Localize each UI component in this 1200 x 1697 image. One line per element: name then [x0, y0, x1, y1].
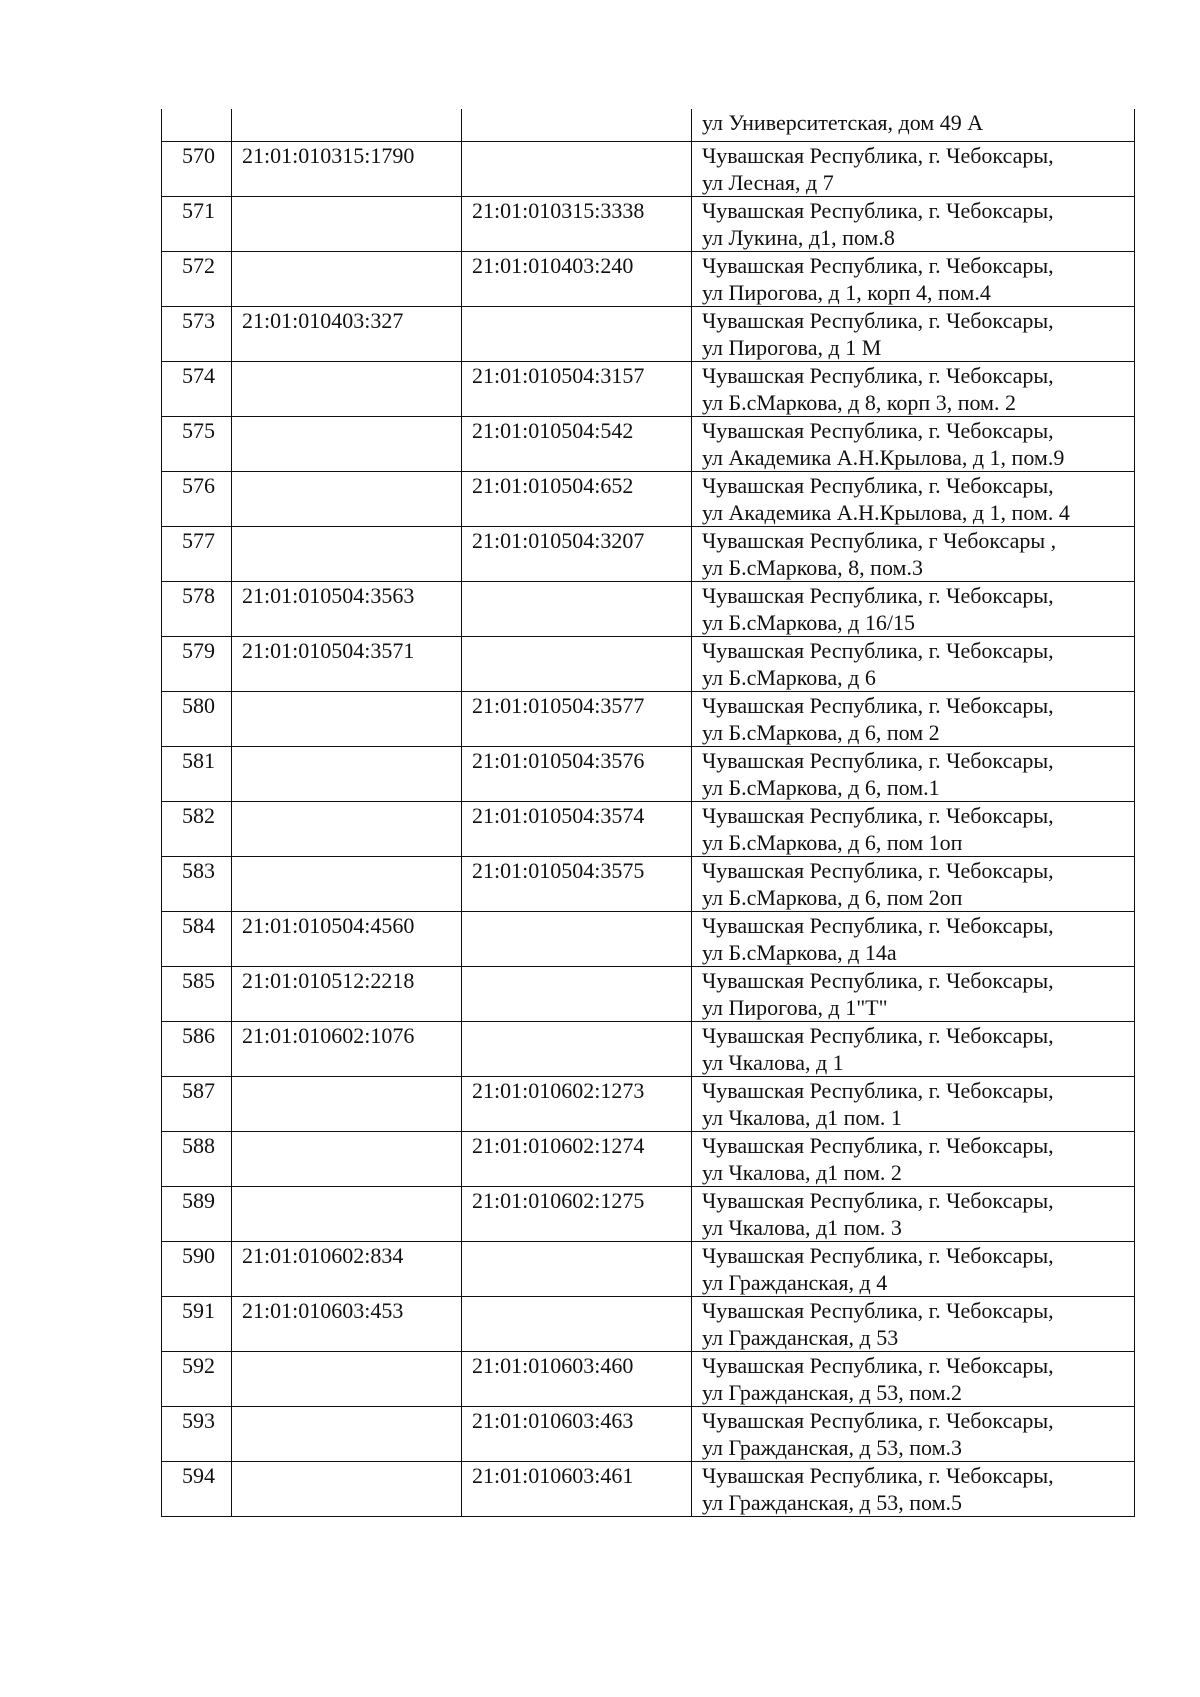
address-line: ул Пирогова, д 1 М	[702, 335, 882, 360]
table-row	[162, 1022, 1135, 1077]
address-line: ул Чкалова, д1 пом. 2	[702, 1160, 902, 1185]
cadastral-land-cell	[232, 802, 462, 857]
address-cell	[692, 967, 1135, 1022]
address-line: ул Б.сМаркова, д 6, пом 2оп	[702, 885, 963, 910]
address-cell	[692, 472, 1135, 527]
cadastral-land-cell	[232, 109, 462, 142]
row-number-cell: 576	[162, 472, 232, 527]
address-line: Чувашская Республика, г. Чебоксары,	[702, 858, 1054, 883]
cadastral-room-cell: 21:01:010504:3577	[462, 692, 692, 747]
row-number-cell: 580	[162, 692, 232, 747]
row-number-cell: 572	[162, 252, 232, 307]
address-line: ул Чкалова, д1 пом. 3	[702, 1215, 902, 1240]
table-row	[162, 1077, 1135, 1132]
cadastral-room-cell: 21:01:010602:1275	[462, 1187, 692, 1242]
address-line: ул Б.сМаркова, д 16/15	[702, 610, 915, 635]
address-line: ул Гражданская, д 53	[702, 1325, 899, 1350]
row-number-cell: 574	[162, 362, 232, 417]
address-cell	[692, 692, 1135, 747]
cadastral-room-cell: 21:01:010504:3157	[462, 362, 692, 417]
cadastral-land-cell	[232, 197, 462, 252]
row-number-cell: 578	[162, 582, 232, 637]
table-row	[162, 1132, 1135, 1187]
row-number-cell: 583	[162, 857, 232, 912]
address-cell	[692, 1132, 1135, 1187]
address-line: Чувашская Республика, г. Чебоксары,	[702, 1133, 1054, 1158]
cadastral-land-cell	[232, 362, 462, 417]
table-row	[162, 307, 1135, 362]
cadastral-land-cell	[232, 1352, 462, 1407]
address-line: ул Гражданская, д 53, пом.2	[702, 1380, 963, 1405]
address-line: ул Б.сМаркова, д 6	[702, 665, 876, 690]
table-row	[162, 142, 1135, 197]
address-cell	[692, 1022, 1135, 1077]
cadastral-room-cell	[462, 967, 692, 1022]
address-cell	[692, 197, 1135, 252]
address-line: Чувашская Республика, г. Чебоксары,	[702, 473, 1054, 498]
table-row	[162, 912, 1135, 967]
address-line: Чувашская Республика, г. Чебоксары,	[702, 638, 1054, 663]
cadastral-room-cell	[462, 1297, 692, 1352]
table-row	[162, 747, 1135, 802]
row-number-cell: 577	[162, 527, 232, 582]
address-line: Чувашская Республика, г. Чебоксары,	[702, 1353, 1054, 1378]
table-row	[162, 252, 1135, 307]
table-row	[162, 1187, 1135, 1242]
row-number-cell: 571	[162, 197, 232, 252]
address-line: Чувашская Республика, г. Чебоксары,	[702, 1408, 1054, 1433]
address-line: ул Б.сМаркова, д 8, корп 3, пом. 2	[702, 390, 1016, 415]
address-line: ул Б.сМаркова, 8, пом.3	[702, 555, 923, 580]
cadastral-land-cell	[232, 1187, 462, 1242]
row-number-cell: 593	[162, 1407, 232, 1462]
address-line: ул Чкалова, д1 пом. 1	[702, 1105, 902, 1130]
cadastral-land-cell	[232, 1132, 462, 1187]
table-row	[162, 692, 1135, 747]
address-line: ул Пирогова, д 1, корп 4, пом.4	[702, 280, 991, 305]
cadastral-room-cell	[462, 912, 692, 967]
cadastral-land-cell: 21:01:010403:327	[232, 307, 462, 362]
address-line: ул Б.сМаркова, д 14а	[702, 940, 897, 965]
address-cell	[692, 1242, 1135, 1297]
address-line: Чувашская Республика, г. Чебоксары,	[702, 253, 1054, 278]
address-cell	[692, 527, 1135, 582]
address-line: Чувашская Республика, г. Чебоксары,	[702, 363, 1054, 388]
cadastral-land-cell: 21:01:010603:453	[232, 1297, 462, 1352]
cadastral-room-cell	[462, 142, 692, 197]
address-line: Чувашская Республика, г. Чебоксары,	[702, 748, 1054, 773]
cadastral-land-cell	[232, 692, 462, 747]
address-line: ул Гражданская, д 53, пом.5	[702, 1490, 963, 1515]
cadastral-land-cell	[232, 747, 462, 802]
address-line: Чувашская Республика, г. Чебоксары,	[702, 803, 1054, 828]
address-line: ул Б.сМаркова, д 6, пом 1оп	[702, 830, 963, 855]
address-line: ул Б.сМаркова, д 6, пом 2	[702, 720, 940, 745]
cadastral-room-cell: 21:01:010603:463	[462, 1407, 692, 1462]
cadastral-land-cell	[232, 472, 462, 527]
address-line: ул Пирогова, д 1"Т"	[702, 995, 888, 1020]
table-row	[162, 1297, 1135, 1352]
table-row	[162, 637, 1135, 692]
address-line: Чувашская Республика, г. Чебоксары,	[702, 418, 1054, 443]
row-number-cell: 594	[162, 1462, 232, 1517]
row-number-cell: 582	[162, 802, 232, 857]
table-row	[162, 1462, 1135, 1517]
address-line: ул Академика А.Н.Крылова, д 1, пом.9	[702, 445, 1065, 470]
cadastral-land-cell	[232, 527, 462, 582]
cadastral-land-cell	[232, 1462, 462, 1517]
cadastral-land-cell: 21:01:010504:3571	[232, 637, 462, 692]
table-row	[162, 1407, 1135, 1462]
cadastral-room-cell: 21:01:010504:3574	[462, 802, 692, 857]
row-number-cell: 584	[162, 912, 232, 967]
address-line: ул Гражданская, д 53, пом.3	[702, 1435, 963, 1460]
cadastral-room-cell	[462, 307, 692, 362]
address-line: ул Лукина, д1, пом.8	[702, 225, 895, 250]
row-number-cell: 570	[162, 142, 232, 197]
address-cell	[692, 1352, 1135, 1407]
cadastral-land-cell: 21:01:010315:1790	[232, 142, 462, 197]
cadastral-room-cell	[462, 109, 692, 142]
cadastral-room-cell: 21:01:010602:1274	[462, 1132, 692, 1187]
cadastral-room-cell: 21:01:010603:460	[462, 1352, 692, 1407]
cadastral-land-cell: 21:01:010504:3563	[232, 582, 462, 637]
cadastral-land-cell	[232, 252, 462, 307]
row-number-cell: 590	[162, 1242, 232, 1297]
cadastral-land-cell	[232, 857, 462, 912]
address-line: Чувашская Республика, г. Чебоксары,	[702, 1188, 1054, 1213]
address-line: Чувашская Республика, г. Чебоксары,	[702, 143, 1054, 168]
row-number-cell: 575	[162, 417, 232, 472]
row-number-cell	[162, 109, 232, 142]
address-line: Чувашская Республика, г. Чебоксары,	[702, 968, 1054, 993]
cadastral-room-cell: 21:01:010504:3207	[462, 527, 692, 582]
cadastral-room-cell: 21:01:010504:3575	[462, 857, 692, 912]
address-line: Чувашская Республика, г. Чебоксары,	[702, 913, 1054, 938]
address-cell	[692, 1187, 1135, 1242]
cadastral-room-cell: 21:01:010504:3576	[462, 747, 692, 802]
address-cell	[692, 1077, 1135, 1132]
row-number-cell: 587	[162, 1077, 232, 1132]
cadastral-room-cell	[462, 1242, 692, 1297]
table-row	[162, 857, 1135, 912]
address-line: Чувашская Республика, г. Чебоксары,	[702, 1078, 1054, 1103]
address-cell	[692, 417, 1135, 472]
cadastral-land-cell	[232, 1077, 462, 1132]
cadastral-room-cell: 21:01:010504:652	[462, 472, 692, 527]
address-cell	[692, 1462, 1135, 1517]
cadastral-room-cell	[462, 582, 692, 637]
address-cell	[692, 142, 1135, 197]
address-cell	[692, 912, 1135, 967]
address-line: Чувашская Республика, г. Чебоксары,	[702, 198, 1054, 223]
row-number-cell: 581	[162, 747, 232, 802]
table-row	[162, 582, 1135, 637]
cadastral-room-cell: 21:01:010602:1273	[462, 1077, 692, 1132]
address-cell	[692, 1407, 1135, 1462]
row-number-cell: 586	[162, 1022, 232, 1077]
address-cell	[692, 252, 1135, 307]
address-cell	[692, 802, 1135, 857]
cadastral-room-cell: 21:01:010504:542	[462, 417, 692, 472]
cadastral-room-cell	[462, 637, 692, 692]
row-number-cell: 588	[162, 1132, 232, 1187]
address-cell	[692, 109, 1135, 142]
address-line: ул Б.сМаркова, д 6, пом.1	[702, 775, 940, 800]
address-cell	[692, 582, 1135, 637]
address-line: Чувашская Республика, г. Чебоксары,	[702, 693, 1054, 718]
address-line: Чувашская Республика, г. Чебоксары,	[702, 1298, 1054, 1323]
cadastral-land-cell: 21:01:010602:1076	[232, 1022, 462, 1077]
row-number-cell: 573	[162, 307, 232, 362]
cadastral-land-cell: 21:01:010504:4560	[232, 912, 462, 967]
table-row	[162, 1352, 1135, 1407]
table-row	[162, 197, 1135, 252]
cadastral-land-cell: 21:01:010602:834	[232, 1242, 462, 1297]
row-number-cell: 592	[162, 1352, 232, 1407]
table-row	[162, 967, 1135, 1022]
cadastral-room-cell: 21:01:010603:461	[462, 1462, 692, 1517]
table-row	[162, 527, 1135, 582]
row-number-cell: 591	[162, 1297, 232, 1352]
address-cell	[692, 1297, 1135, 1352]
table-row	[162, 1242, 1135, 1297]
row-number-cell: 579	[162, 637, 232, 692]
address-cell	[692, 857, 1135, 912]
address-line: ул Лесная, д 7	[702, 170, 834, 195]
address-line: Чувашская Республика, г. Чебоксары,	[702, 308, 1054, 333]
cadastral-room-cell: 21:01:010315:3338	[462, 197, 692, 252]
table-row	[162, 802, 1135, 857]
address-cell	[692, 637, 1135, 692]
address-line: ул Гражданская, д 4	[702, 1270, 888, 1295]
registry-body	[162, 109, 1135, 1517]
address-cell	[692, 362, 1135, 417]
address-line: Чувашская Республика, г. Чебоксары,	[702, 1243, 1054, 1268]
address-line: Чувашская Республика, г. Чебоксары,	[702, 1023, 1054, 1048]
property-registry-table	[161, 109, 1135, 1517]
cadastral-land-cell	[232, 417, 462, 472]
address-line: ул Университетская, дом 49 А	[702, 110, 984, 135]
row-number-cell: 585	[162, 967, 232, 1022]
row-number-cell: 589	[162, 1187, 232, 1242]
cadastral-land-cell	[232, 1407, 462, 1462]
cadastral-room-cell: 21:01:010403:240	[462, 252, 692, 307]
address-line: ул Чкалова, д 1	[702, 1050, 844, 1075]
address-cell	[692, 747, 1135, 802]
address-line: ул Академика А.Н.Крылова, д 1, пом. 4	[702, 500, 1070, 525]
address-line: Чувашская Республика, г. Чебоксары,	[702, 583, 1054, 608]
address-line: Чувашская Республика, г. Чебоксары,	[702, 1463, 1054, 1488]
cadastral-room-cell	[462, 1022, 692, 1077]
table-row	[162, 362, 1135, 417]
continuation-row	[162, 109, 1135, 142]
address-line: Чувашская Республика, г Чебоксары ,	[702, 528, 1057, 553]
table-row	[162, 472, 1135, 527]
table-row	[162, 417, 1135, 472]
address-cell	[692, 307, 1135, 362]
cadastral-land-cell: 21:01:010512:2218	[232, 967, 462, 1022]
